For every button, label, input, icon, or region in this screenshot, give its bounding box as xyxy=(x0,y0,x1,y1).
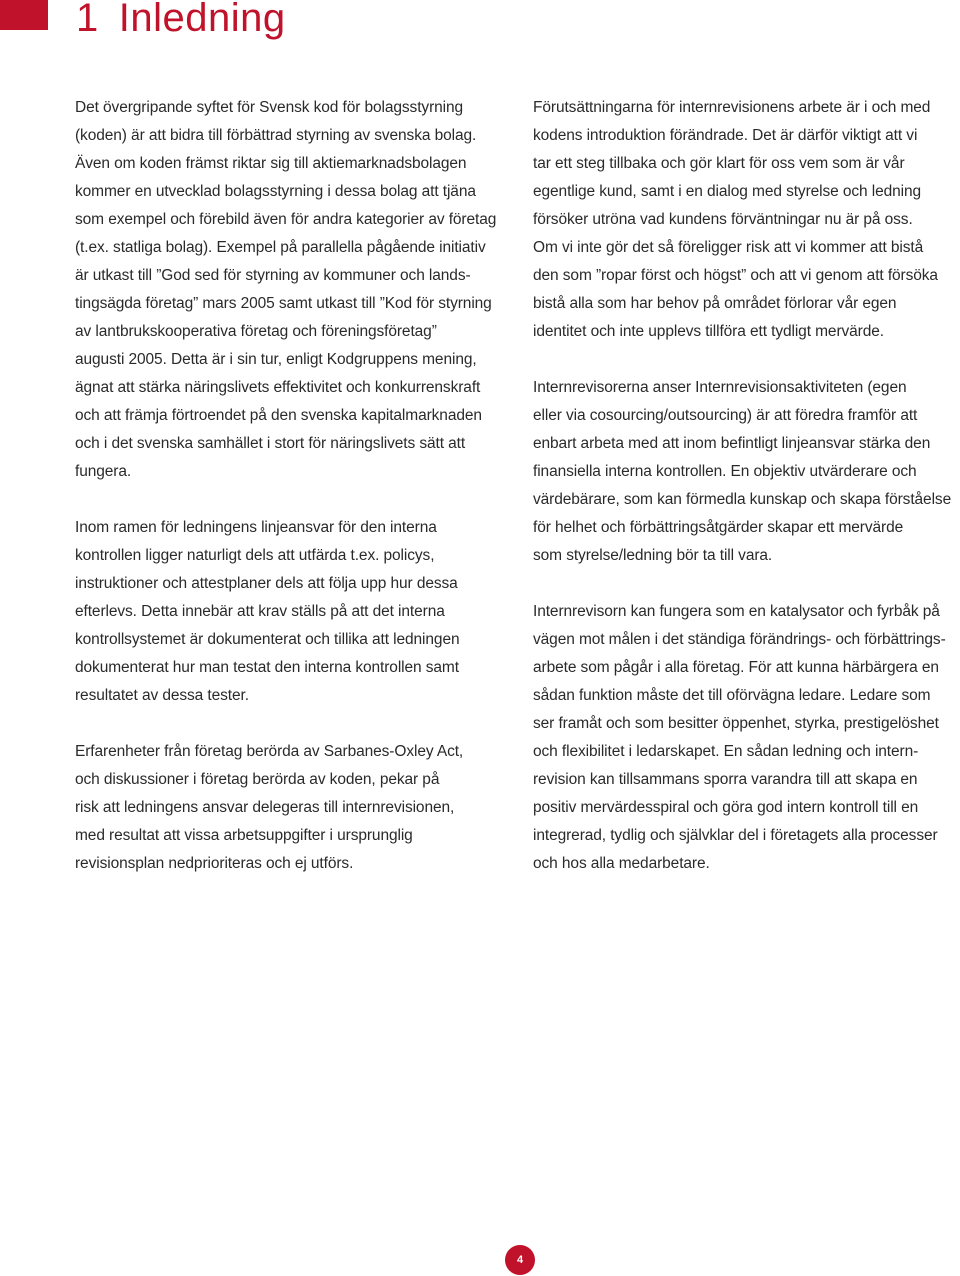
paragraph: Internrevisorn kan fungera som en katalysator och fyrbåk på vägen mot målen i det ständiga förändrings- och förbättrings- arbete som pågår i alla företag. För att kunna härbärgera en sådan funktion måste det till oförvägna ledare. Ledare som ser framåt och som besitter öppenhet, styrka, prestigelöshet och flexibilitet i ledarskapet. En sådan ledning och intern- revision kan tillsammans sporra varandra till att skapa en positiv mervärdesspiral och göra god intern kontroll till en integrerad, tydlig och självklar del i företagets alla processer och hos alla medarbetare. xyxy=(533,603,946,872)
left-column xyxy=(75,94,515,906)
chapter-heading xyxy=(76,0,286,38)
paragraph: Internrevisorerna anser Internrevisionsaktiviteten (egen eller via cosourcing/outsourcing) är att föredra framför att enbart arbeta med att inom befintligt linjeansvar stärka den finansiella interna kontrollen. En objektiv utvärderare och värdebärare, som kan förmedla kunskap och skapa förståelse för helhet och förbättringsåtgärder skapar ett mervärde som styrelse/ledning bör ta till vara. xyxy=(533,379,952,564)
paragraph: Inom ramen för ledningens linjeansvar för den interna kontrollen ligger naturligt dels att utfärda t.ex. policys, instruktioner och attestplaner dels att följa upp hur dessa efterlevs. Detta innebär att krav ställs på att det interna kontrollsystemet är dokumenterat och tillika att ledningen dokumenterat hur man testat den interna kontrollen samt resultatet av dessa tester. xyxy=(75,519,460,704)
paragraph: Erfarenheter från företag berörda av Sarbanes-Oxley Act, och diskussioner i företag berörda av koden, pekar på risk att ledningens ansvar delegeras till internrevisionen, med resultat att vissa arbetsuppgifter i ursprunglig revisionsplan nedprioriteras och ej utförs. xyxy=(75,743,464,872)
paragraph: Förutsättningarna för internrevisionens arbete är i och med kodens introduktion förändrade. Det är därför viktigt att vi tar ett steg tillbaka och gör klart för oss vem som är vår egentlige kund, samt i en dialog med styrelse och ledning försöker utröna vad kundens förväntningar nu är på oss. Om vi inte gör det så föreligger risk att vi kommer att bistå den som ”ropar först och högst” och att vi genom att försöka bistå alla som har behov på området förlorar vår egen identitet och inte upplevs tillföra ett tydligt mervärde. xyxy=(533,99,938,340)
paragraph: Det övergripande syftet för Svensk kod för bolagsstyrning (koden) är att bidra till förbättrad styrning av svenska bolag. Även om koden främst riktar sig till aktiemarknadsbolagen kommer en utvecklad bolagsstyrning i dessa bolag att tjäna som exempel och förebild även för andra kategorier av företag (t.ex. statliga bolag). Exempel på parallella pågående initiativ är utkast till ”God sed för styrning av kommuner och lands- tingsägda företag” mars 2005 samt utkast till ”Kod för styrning av lantbrukskooperativa företag och föreningsföretag” augusti 2005. Detta är i sin tur, enligt Kodgruppens mening, ägnat att stärka näringslivets effektivitet och konkurrenskraft och att främja förtroendet på den svenska kapitalmarknaden och i det svenska samhället i stort för näringslivets sätt att fungera. xyxy=(75,99,497,480)
chapter-title: Inledning xyxy=(118,0,286,40)
page-number-badge: 4 xyxy=(505,1245,535,1275)
chapter-number: 1 xyxy=(76,0,99,40)
chapter-marker-bar xyxy=(0,0,48,30)
right-column xyxy=(533,94,960,906)
